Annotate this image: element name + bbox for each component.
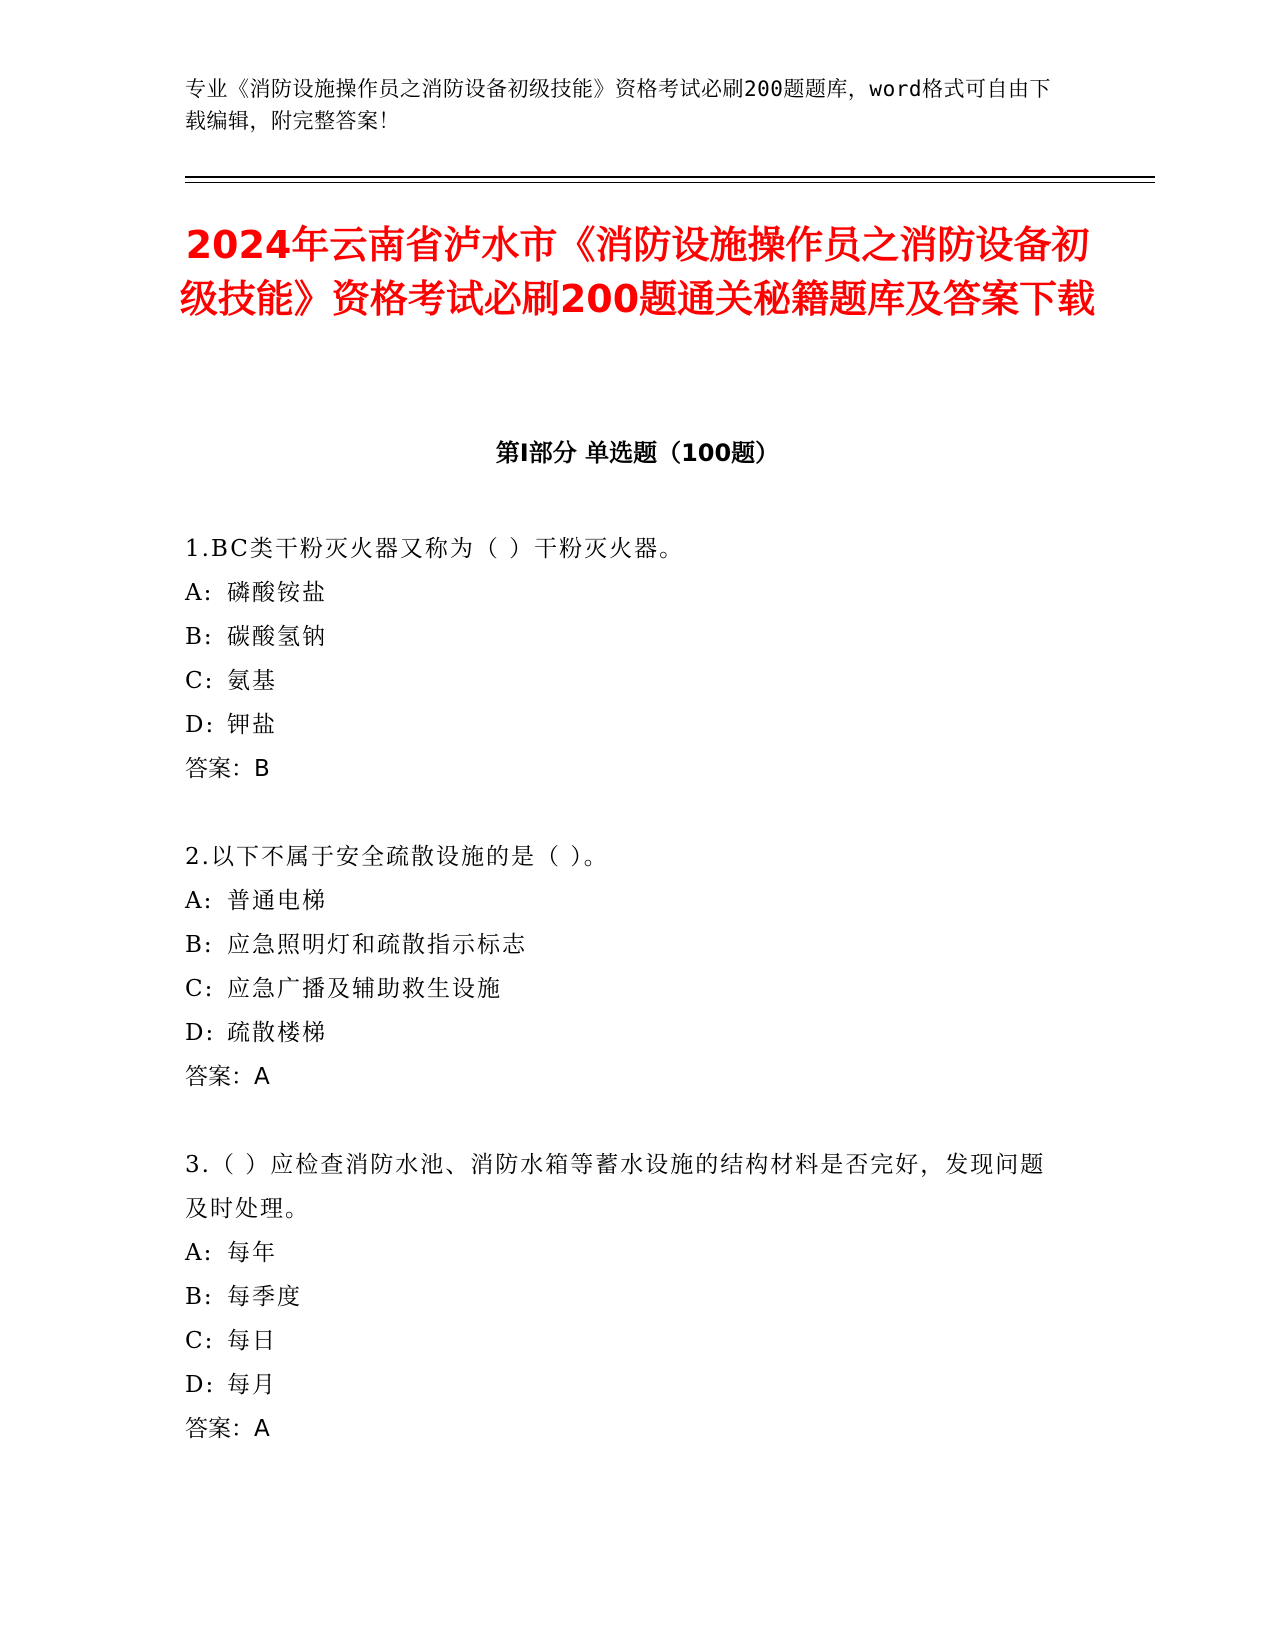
option-letter: D: [185, 1372, 216, 1398]
question-text: 3.（ ）应检查消防水池、消防水箱等蓄水设施的结构材料是否完好，发现问题及时处理。 [185, 1152, 1046, 1222]
option-c [185, 659, 1065, 703]
option-text: 碳酸氢钠 [227, 624, 327, 650]
option-d [185, 1011, 1065, 1055]
option-letter: C: [185, 976, 215, 1002]
option-d [185, 1363, 1065, 1407]
header-divider-thin [185, 182, 1155, 183]
option-letter: D: [185, 1020, 216, 1046]
option-c [185, 1319, 1065, 1363]
option-b [185, 923, 1065, 967]
option-letter: B: [185, 932, 214, 958]
option-letter: B: [185, 1284, 214, 1310]
option-letter: B: [185, 624, 214, 650]
answer-text: 答案：A [185, 1064, 270, 1090]
option-text: 氨基 [227, 668, 277, 694]
question-list [185, 527, 1065, 1495]
option-letter: C: [185, 1328, 215, 1354]
option-letter: A: [185, 1240, 214, 1266]
header-note: 专业《消防设施操作员之消防设备初级技能》资格考试必刷200题题库，word格式可自由下载编辑，附完整答案！ [185, 77, 1051, 133]
question-item [185, 527, 1065, 791]
option-letter: D: [185, 712, 216, 738]
option-d [185, 703, 1065, 747]
header-divider-thick [185, 176, 1155, 178]
option-a [185, 1231, 1065, 1275]
option-text: 应急照明灯和疏散指示标志 [227, 932, 527, 958]
document-title: 2024年云南省泸水市《消防设施操作员之消防设备初级技能》资格考试必刷200题通关秘籍题库及答案下载 [179, 223, 1096, 321]
option-text: 每年 [227, 1240, 277, 1266]
option-letter: A: [185, 580, 214, 606]
option-a [185, 571, 1065, 615]
option-letter: C: [185, 668, 215, 694]
option-b [185, 1275, 1065, 1319]
option-text: 每季度 [227, 1284, 302, 1310]
option-text: 普通电梯 [227, 888, 327, 914]
option-c [185, 967, 1065, 1011]
option-letter: A: [185, 888, 214, 914]
option-text: 每月 [227, 1372, 277, 1398]
question-item [185, 835, 1065, 1099]
option-text: 钾盐 [227, 712, 277, 738]
answer-text: 答案：B [185, 756, 270, 782]
option-a [185, 879, 1065, 923]
option-b [185, 615, 1065, 659]
option-text: 磷酸铵盐 [227, 580, 327, 606]
question-text: 2.以下不属于安全疏散设施的是（ ）。 [185, 844, 609, 870]
question-text: 1.BC类干粉灭火器又称为（ ）干粉灭火器。 [185, 536, 685, 562]
question-item [185, 1143, 1065, 1451]
option-text: 每日 [227, 1328, 277, 1354]
option-text: 疏散楼梯 [227, 1020, 327, 1046]
option-text: 应急广播及辅助救生设施 [227, 976, 502, 1002]
answer-text: 答案：A [185, 1416, 270, 1442]
section-title: 第I部分 单选题（100题） [495, 439, 780, 467]
